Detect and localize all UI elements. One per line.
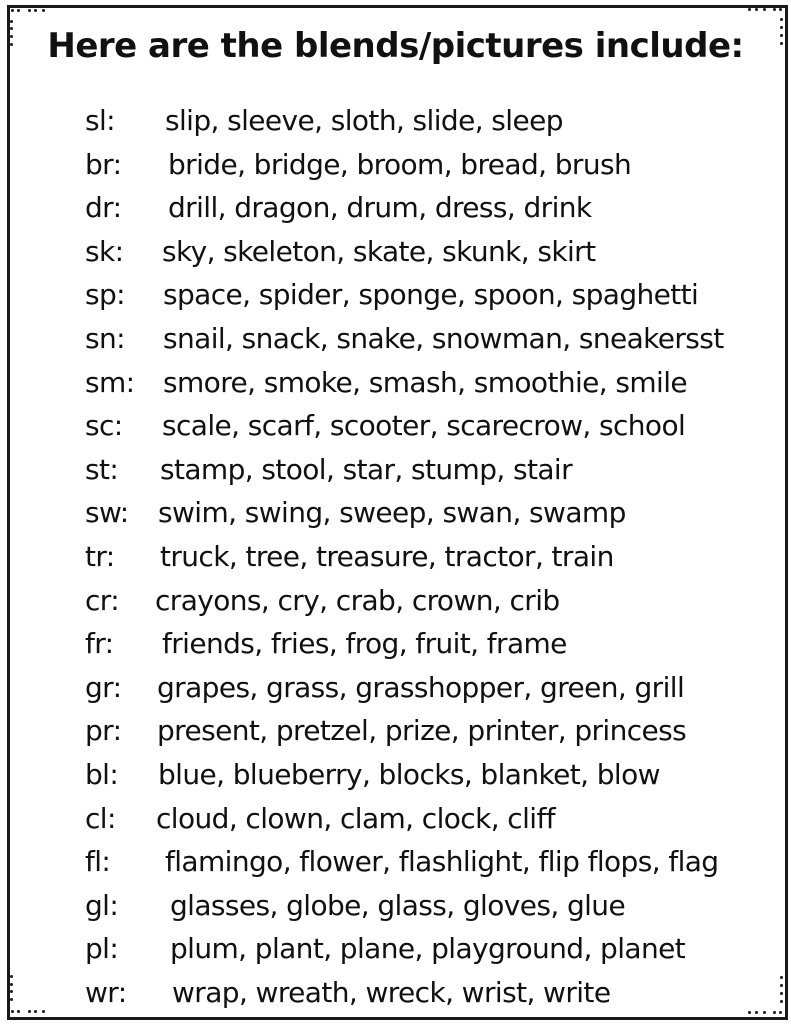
blend-row xyxy=(0,802,791,842)
blend-words: drill, dragon, drum, dress, drink xyxy=(168,191,592,225)
blend-row xyxy=(0,932,791,972)
blend-label: pl: xyxy=(85,932,119,966)
blend-row xyxy=(0,671,791,711)
ornament-dot xyxy=(763,8,766,11)
blend-row xyxy=(0,148,791,188)
ornament-dot xyxy=(11,9,14,12)
ornament-dot xyxy=(780,18,783,21)
ornament-dot xyxy=(10,20,13,23)
blend-words: flamingo, flower, flashlight, flip flops, flag xyxy=(165,845,719,879)
blend-label: cr: xyxy=(85,583,120,617)
blend-label: pr: xyxy=(85,714,122,748)
blend-label: fl: xyxy=(85,845,111,879)
ornament-dot xyxy=(34,9,37,12)
blend-row xyxy=(0,409,791,449)
blend-label: br: xyxy=(85,147,122,181)
blend-label: dr: xyxy=(85,191,122,225)
blend-row xyxy=(0,366,791,406)
blend-row xyxy=(0,758,791,798)
blend-label: gr: xyxy=(85,670,122,704)
blend-label: wr: xyxy=(85,976,127,1009)
blend-row xyxy=(0,453,791,493)
blend-words: smore, smoke, smash, smoothie, smile xyxy=(163,365,688,399)
blend-label: sc: xyxy=(85,409,123,443)
blend-row xyxy=(0,322,791,362)
blend-row xyxy=(0,714,791,754)
blend-words: slip, sleeve, sloth, slide, sleep xyxy=(165,104,563,137)
blend-words: swim, swing, sweep, swan, swamp xyxy=(158,496,626,530)
ornament-dot xyxy=(755,8,758,11)
blend-label: gl: xyxy=(85,888,119,922)
blend-row xyxy=(0,278,791,318)
ornament-dot xyxy=(28,9,31,12)
blend-words: truck, tree, treasure, tractor, train xyxy=(160,540,614,573)
blend-words: bride, bridge, broom, bread, brush xyxy=(168,147,632,181)
blend-label: sm: xyxy=(85,365,135,399)
blend-words: wrap, wreath, wreck, wrist, write xyxy=(172,976,611,1009)
blend-row xyxy=(0,976,791,1016)
blend-label: sk: xyxy=(85,234,124,268)
blend-row xyxy=(0,191,791,231)
blend-words: snail, snack, snake, snowman, sneakersst xyxy=(163,322,724,355)
blend-row xyxy=(0,845,791,885)
blend-words: plum, plant, plane, playground, planet xyxy=(170,932,686,966)
blend-label: sw: xyxy=(85,496,129,530)
ornament-dot xyxy=(17,9,20,12)
blend-label: fr: xyxy=(85,627,114,661)
blend-label: cl: xyxy=(85,801,116,835)
blend-label: st: xyxy=(85,452,119,486)
blend-words: sky, skeleton, skate, skunk, skirt xyxy=(162,234,596,268)
page-title: Here are the blends/pictures include: xyxy=(47,26,744,66)
blend-label: bl: xyxy=(85,758,119,791)
ornament-dot xyxy=(748,8,751,11)
ornament-dot xyxy=(773,8,776,11)
blend-label: tr: xyxy=(85,540,115,573)
blend-row xyxy=(0,496,791,536)
ornament-dot xyxy=(42,9,45,12)
blend-row xyxy=(0,235,791,275)
blend-row xyxy=(0,627,791,667)
blend-words: crayons, cry, crab, crown, crib xyxy=(155,583,560,617)
blend-words: cloud, clown, clam, clock, cliff xyxy=(156,801,555,835)
blend-words: scale, scarf, scooter, scarecrow, school xyxy=(162,409,686,443)
blend-words: stamp, stool, star, stump, stair xyxy=(160,452,572,486)
blend-words: glasses, globe, glass, gloves, glue xyxy=(170,888,626,922)
blend-row xyxy=(0,540,791,580)
blend-row xyxy=(0,584,791,624)
blend-label: sn: xyxy=(85,322,125,355)
ornament-dot xyxy=(779,8,782,11)
blend-row xyxy=(0,889,791,929)
blend-label: sp: xyxy=(85,278,125,312)
blend-words: friends, fries, frog, fruit, frame xyxy=(162,627,567,661)
blend-words: blue, blueberry, blocks, blanket, blow xyxy=(158,758,660,791)
blend-row xyxy=(0,104,791,144)
blend-words: grapes, grass, grasshopper, green, grill xyxy=(157,670,685,704)
blend-words: space, spider, sponge, spoon, spaghetti xyxy=(163,278,699,312)
blend-words: present, pretzel, prize, printer, princess xyxy=(157,714,687,748)
blend-label: sl: xyxy=(85,104,116,137)
